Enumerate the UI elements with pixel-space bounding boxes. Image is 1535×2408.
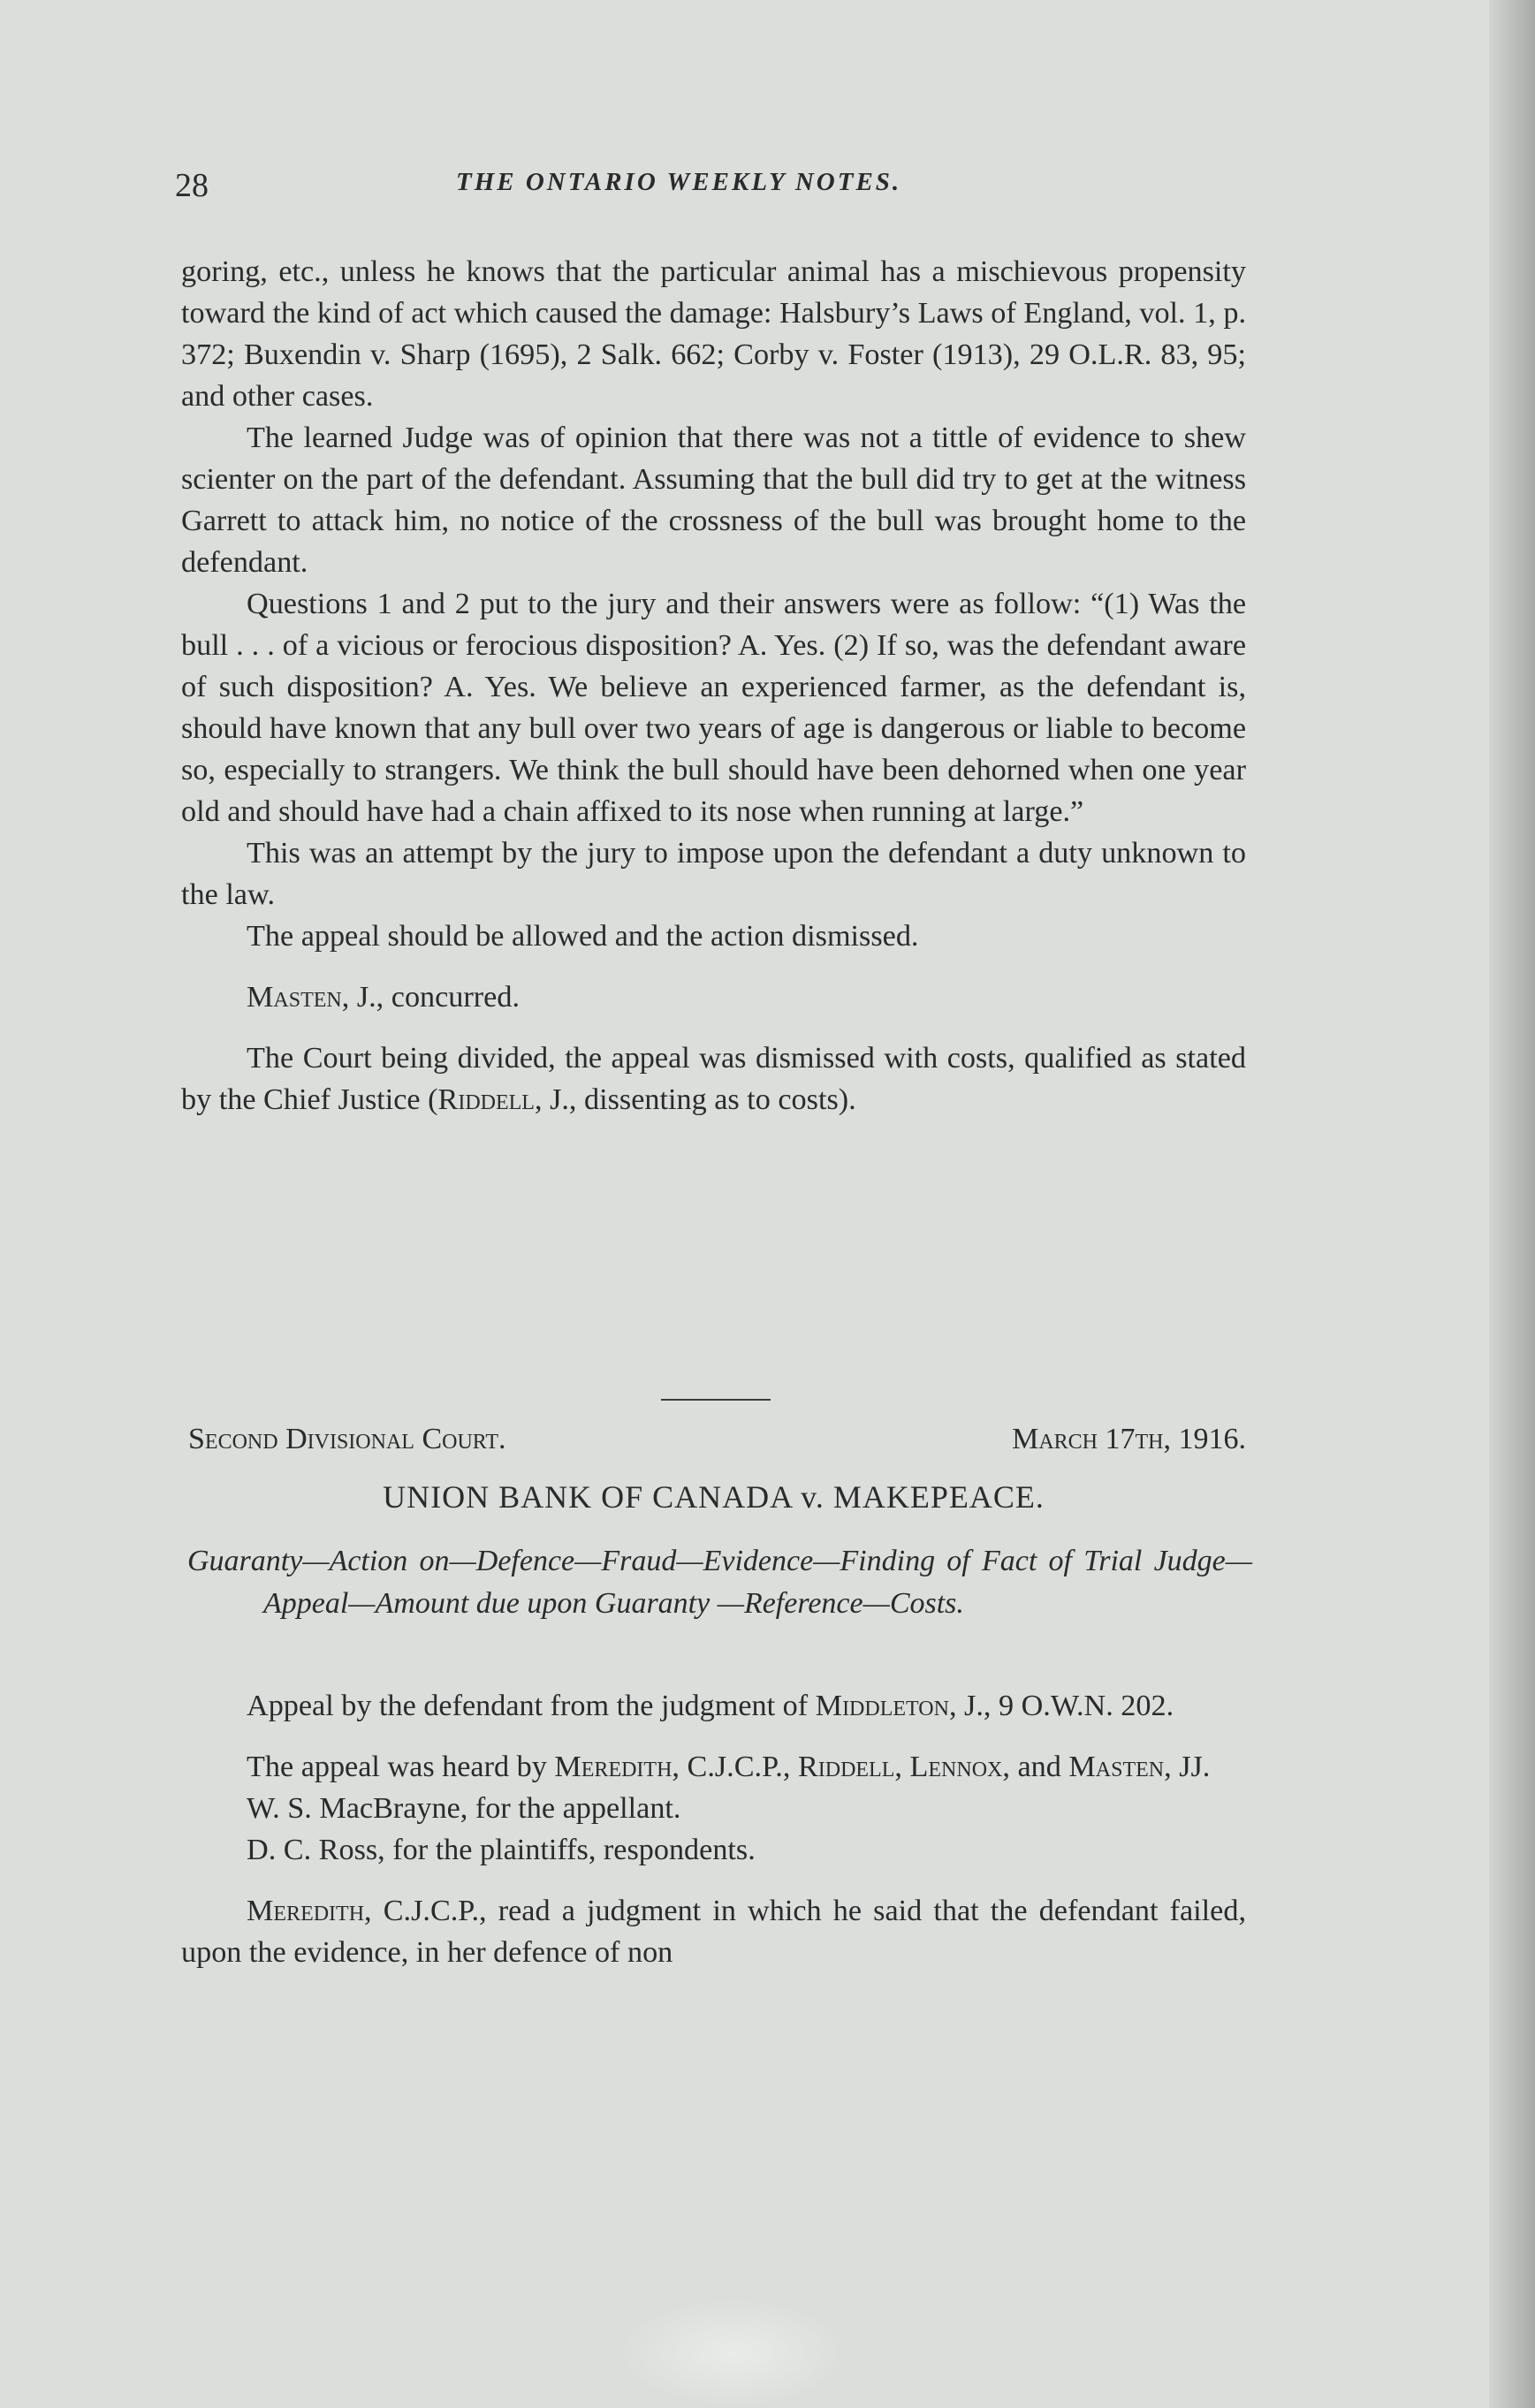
heard-text-c: ,: [894, 1751, 910, 1783]
paragraph-heard-by: [181, 1746, 1246, 1788]
paragraph-learned-judge: The learned Judge was of opinion that there was not a tittle of evidence to shew scienter on the part of the defendant. Assuming that the bull did try to get at the witness Garrett to attack him, no notice of the crossness of the bull was brought home to the defendant.: [181, 422, 1246, 579]
page-header: [175, 166, 1253, 219]
paragraph-jury-questions: Questions 1 and 2 put to the jury and their answers were as follow: “(1) Was the bull . . . of a vicious or ferocious disposition? A. Yes. (2) If so, was the defendant aware of such disposition? A. Yes. We believe an experienced farmer, as the defendant is, should have known that any bull over two years of age is dangerous or liable to become so, especially to strangers. We think the bull should have been dehorned when one year old and should have had a chain affixed to its nose when running at large.”: [181, 588, 1246, 828]
heard-text-e: , JJ.: [1164, 1751, 1211, 1783]
running-title: THE ONTARIO WEEKLY NOTES.: [456, 168, 902, 196]
paragraph-appeal-allowed: The appeal should be allowed and the action dismissed.: [247, 920, 919, 953]
counsel-appellant: W. S. MacBrayne, for the appellant.: [247, 1792, 681, 1825]
counsel-respondents: D. C. Ross, for the plaintiffs, respondents.: [247, 1834, 756, 1866]
judge-name-masten-2: Masten: [1068, 1751, 1165, 1783]
judge-name-lennox: Lennox: [909, 1751, 1003, 1783]
section-divider: [661, 1399, 771, 1401]
court-divided-text-a: The Court being divided, the appeal was dismissed with costs, qualified as stated by the Chief Justice (: [181, 1042, 1246, 1116]
masten-concurred-text: , J., concurred.: [341, 981, 520, 1014]
appeal-text-a: Appeal by the defendant from the judgment of: [247, 1690, 816, 1722]
judge-name-middleton: Middleton: [815, 1690, 949, 1722]
text-block-lower: [181, 1685, 1246, 1973]
court-divided-text-b: , J., dissenting as to costs).: [534, 1083, 856, 1116]
paper-stain: [619, 2298, 848, 2408]
court-date-line: [188, 1423, 1246, 1467]
paragraph-masten-concurred: [181, 976, 1246, 1018]
judgment-text: , C.J.C.P., read a judgment in which he said that the defendant failed, upon the evidence, in her defence of non: [181, 1895, 1246, 1969]
court-name: Second Divisional Court.: [188, 1423, 506, 1455]
judge-name-riddell: Riddell: [437, 1083, 535, 1116]
paragraph-attempt: This was an attempt by the jury to impose upon the defendant a duty unknown to the law.: [181, 837, 1246, 911]
headnote-text: Guaranty—Action on—Defence—Fraud—Evidence—Finding of Fact of Trial Judge—Appeal—Amount due upon Guaranty —Reference—Costs.: [187, 1545, 1252, 1620]
case-title: UNION BANK OF CANADA v. MAKEPEACE.: [383, 1479, 1045, 1515]
judge-name-meredith: Meredith: [554, 1751, 673, 1783]
appeal-text-b: , J., 9 O.W.N. 202.: [948, 1690, 1174, 1722]
heard-text-a: The appeal was heard by: [247, 1751, 555, 1783]
judge-name-masten: Masten: [247, 981, 342, 1014]
text-block-upper: [181, 251, 1246, 1120]
judge-name-meredith-2: Meredith: [247, 1895, 365, 1927]
heard-text-b: , C.J.C.P.,: [672, 1751, 798, 1783]
paragraph-goring: goring, etc., unless he knows that the particular animal has a mischievous propensity toward the kind of act which caused the damage: Halsbury’s Laws of England, vol. 1, p. 372; Buxendin v. Sharp (1695), 2 Salk. 662; Corby v. Foster (1913), 29 O.L.R. 83, 95; and other cases.: [181, 255, 1246, 413]
paragraph-court-divided: [181, 1037, 1246, 1120]
paragraph-meredith-judgment: [181, 1890, 1246, 1973]
heard-text-d: , and: [1002, 1751, 1069, 1783]
judge-name-riddell-2: Riddell: [797, 1751, 895, 1783]
headnote: [187, 1540, 1252, 1625]
page-number: 28: [175, 167, 209, 204]
decision-date: March 17th, 1916.: [1012, 1423, 1246, 1455]
paragraph-appeal-by: [181, 1685, 1246, 1727]
